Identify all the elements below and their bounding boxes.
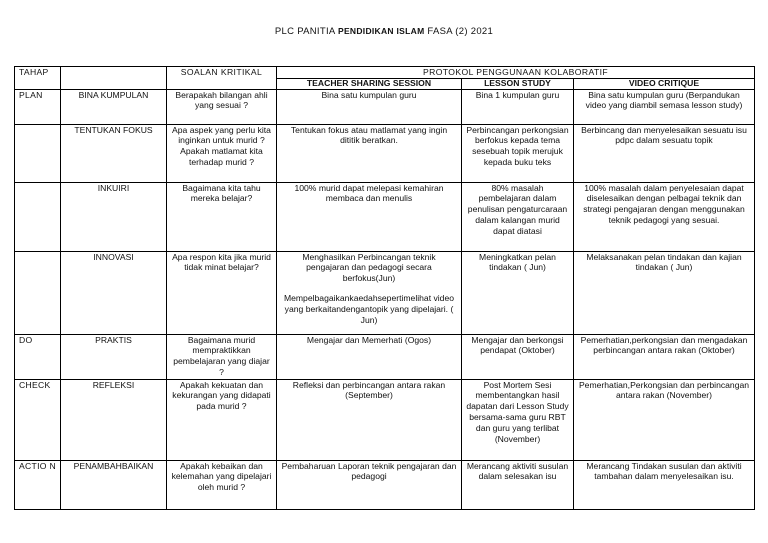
lesson-study-cell: Mengajar dan berkongsi pendapat (Oktober) xyxy=(462,334,574,379)
teacher-sharing-text: Menghasilkan Perbincangan teknik pengajaran dan pedagogi secara berfokus(Jun) xyxy=(302,251,436,284)
lesson-study-cell: 80% masalah pembelajaran dalam penulisan pengaturcaraan dalam kalangan murid dapat diatasi xyxy=(462,182,574,251)
title-subject: PENDIDIKAN ISLAM xyxy=(337,26,425,36)
video-critique-cell: Pemerhatian,Perkongsian dan perbincangan antara rakan (November) xyxy=(574,379,755,460)
soalan-cell: Bagaimana kita tahu mereka belajar? xyxy=(167,182,277,251)
aktiviti-cell: INNOVASI xyxy=(61,251,167,334)
soalan-cell: Apakah kekuatan dan kekurangan yang didapati pada murid ? xyxy=(167,379,277,460)
teacher-sharing-extra-text: Mempelbagaikankaedahsepertimelihat video yang berkaitandengantopik yang dipelajari. ( Jun) xyxy=(283,293,455,326)
teacher-sharing-cell: Pembaharuan Laporan teknik pengajaran dan pedagogi xyxy=(277,460,462,509)
video-critique-cell: Bina satu kumpulan guru (Berpandukan video yang diambil semasa lesson study) xyxy=(574,89,755,124)
tahap-cell: ACTIO N xyxy=(15,460,61,509)
aktiviti-cell: REFLEKSI xyxy=(61,379,167,460)
header-video-critique: VIDEO CRITIQUE xyxy=(574,79,755,90)
header-lesson-study: LESSON STUDY xyxy=(462,79,574,90)
table-row xyxy=(15,334,755,379)
table-row xyxy=(15,251,755,334)
plc-table xyxy=(14,66,755,510)
aktiviti-cell: PRAKTIS xyxy=(61,334,167,379)
table-row xyxy=(15,182,755,251)
page-title xyxy=(0,26,768,37)
header-soalan-kritikal: SOALAN KRITIKAL xyxy=(167,67,277,90)
table-row xyxy=(15,124,755,182)
teacher-sharing-cell: Refleksi dan perbincangan antara rakan (September) xyxy=(277,379,462,460)
teacher-sharing-cell: Bina satu kumpulan guru xyxy=(277,89,462,124)
aktiviti-cell: INKUIRI xyxy=(61,182,167,251)
video-critique-cell: Pemerhatian,perkongsian dan mengadakan perbincangan antara rakan (Oktober) xyxy=(574,334,755,379)
soalan-cell: Apa respon kita jika murid tidak minat belajar? xyxy=(167,251,277,334)
video-critique-cell: 100% masalah dalam penyelesaian dapat diselesaikan dengan pelbagai teknik dan strategi pengajaran dengan menggunakan teknik pedagogi yang sesuai. xyxy=(574,182,755,251)
lesson-study-cell: Perbincangan perkongsian berfokus kepada tema sesebuah topik merujuk kepada buku teks xyxy=(462,124,574,182)
aktiviti-cell: PENAMBAHBAIKAN xyxy=(61,460,167,509)
tahap-cell xyxy=(15,251,61,334)
teacher-sharing-cell: 100% murid dapat melepasi kemahiran membaca dan menulis xyxy=(277,182,462,251)
teacher-sharing-cell: Tentukan fokus atau matlamat yang ingin dititik beratkan. xyxy=(277,124,462,182)
video-critique-cell: Merancang Tindakan susulan dan aktiviti tambahan dalam menyelesaikan isu. xyxy=(574,460,755,509)
tahap-cell xyxy=(15,124,61,182)
tahap-cell: CHECK xyxy=(15,379,61,460)
header-aktiviti xyxy=(61,67,167,90)
soalan-cell: Berapakah bilangan ahli yang sesuai ? xyxy=(167,89,277,124)
aktiviti-cell: BINA KUMPULAN xyxy=(61,89,167,124)
table-row xyxy=(15,460,755,509)
table-row xyxy=(15,89,755,124)
header-tahap: TAHAP xyxy=(15,67,61,90)
lesson-study-cell: Merancang aktiviti susulan dalam selesakan isu xyxy=(462,460,574,509)
tahap-cell xyxy=(15,182,61,251)
header-row xyxy=(15,67,755,79)
lesson-study-cell: Bina 1 kumpulan guru xyxy=(462,89,574,124)
lesson-study-cell: Post Mortem Sesi membentangkan hasil dapatan dari Lesson Study bersama-sama guru RBT dan guru yang terlibat (November) xyxy=(462,379,574,460)
teacher-sharing-cell xyxy=(277,251,462,334)
teacher-sharing-cell: Mengajar dan Memerhati (Ogos) xyxy=(277,334,462,379)
tahap-cell: DO xyxy=(15,334,61,379)
lesson-study-cell: Meningkatkan pelan tindakan ( Jun) xyxy=(462,251,574,334)
tahap-cell: PLAN xyxy=(15,89,61,124)
title-part3: FASA (2) 2021 xyxy=(424,26,494,37)
header-protokol: PROTOKOL PENGGUNAAN KOLABORATIF xyxy=(277,67,755,79)
video-critique-cell: Melaksanakan pelan tindakan dan kajian tindakan ( Jun) xyxy=(574,251,755,334)
aktiviti-cell: TENTUKAN FOKUS xyxy=(61,124,167,182)
title-part1: PLC PANITIA xyxy=(274,26,338,37)
soalan-cell: Bagaimana murid mempraktikkan pembelajaran yang diajar ? xyxy=(167,334,277,379)
header-teacher-sharing: TEACHER SHARING SESSION xyxy=(277,79,462,90)
table-row xyxy=(15,379,755,460)
soalan-cell: Apakah kebaikan dan kelemahan yang dipelajari oleh murid ? xyxy=(167,460,277,509)
video-critique-cell: Berbincang dan menyelesaikan sesuatu isu pdpc dalam sesuatu topik xyxy=(574,124,755,182)
soalan-cell: Apa aspek yang perlu kita inginkan untuk murid ? Apakah matlamat kita terhadap murid ? xyxy=(167,124,277,182)
